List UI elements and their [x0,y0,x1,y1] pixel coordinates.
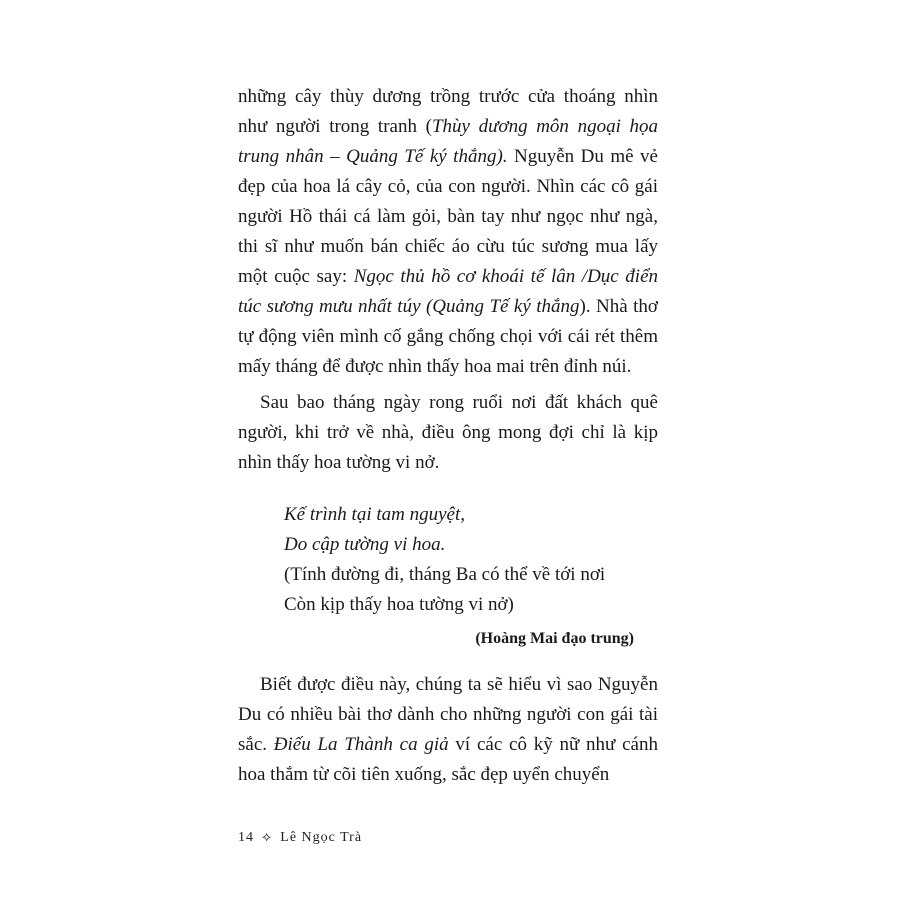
paragraph-1-text-a: những cây thùy dương trồng trước cửa thoáng nhìn như người trong tranh ( [238,86,658,137]
paragraph-1 [238,82,658,382]
verse-line-3: (Tính đường đi, tháng Ba có thể về tới nơi [284,564,606,585]
paragraph-1-italic-b: Ngọc thủ hồ cơ khoái tế lân /Dục điển túc sương mưu nhất túy (Quảng Tế ký thắng [238,266,659,317]
page-number: 14 [238,830,254,845]
paragraph-1-text-c: ). Nhà thơ tự động viên mình cố gắng chống chọi với cái rét thêm mấy tháng để được nhìn thấy hoa mai trên đỉnh núi. [238,296,658,377]
verse-line-2: Do cập tường vi hoa. [284,534,446,555]
verse-block [284,500,658,620]
paragraph-1-text-b: Nguyễn Du mê vẻ đẹp của hoa lá cây cỏ, của con người. Nhìn các cô gái người Hồ thái cá làm gỏi, bàn tay như ngọc như ngà, thi sĩ như muốn bán chiếc áo cừu túc sương mua lấy một cuộc say: [238,146,658,287]
paragraph-3-text-a: Biết được điều này, chúng ta sẽ hiểu vì sao Nguyễn Du có nhiều bài thơ dành cho những người con gái tài sắc. [238,674,658,755]
page-body [238,82,658,790]
author-name: Lê Ngọc Trà [280,830,363,845]
paragraph-3-italic-a: Điếu La Thành ca giả [273,734,449,755]
ornament-icon: ⟡ [262,830,273,845]
paragraph-1-italic-a: Thùy dương môn ngoại họa trung nhân – Quảng Tế ký thắng). [238,116,658,167]
paragraph-2: Sau bao tháng ngày rong ruổi nơi đất khách quê người, khi trở về nhà, điều ông mong đợi chỉ là kịp nhìn thấy hoa tường vi nở. [238,392,658,473]
paragraph-3-text-b: ví các cô kỹ nữ như cánh hoa thắm từ cõi tiên xuống, sắc đẹp uyển chuyển [238,734,658,785]
verse-source: (Hoàng Mai đạo trung) [475,630,634,647]
verse-line-1: Kế trình tại tam nguyệt, [284,504,466,525]
page-footer [238,830,362,846]
paragraph-3 [238,670,658,790]
verse-line-4: Còn kịp thấy hoa tường vi nở) [284,594,514,615]
